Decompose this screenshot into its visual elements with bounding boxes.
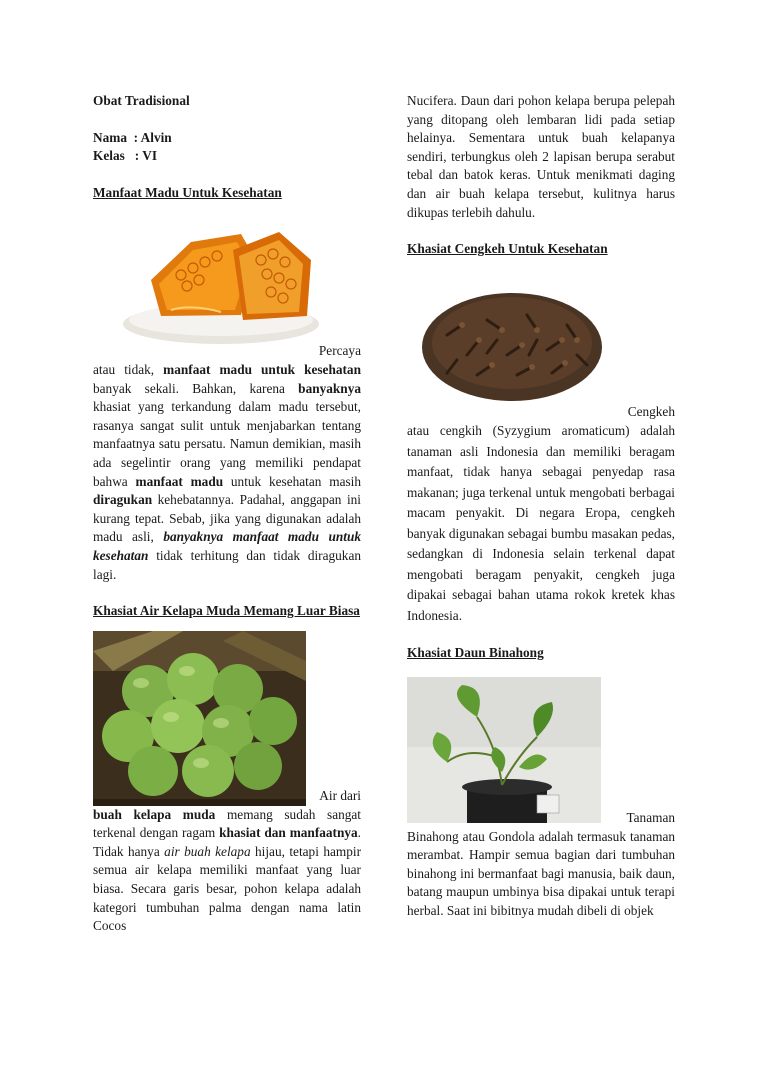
kelapa-paragraph	[93, 806, 361, 936]
text-segment: kehebatannya. Padahal, anggapan ini kurang tepat. Sebab, jika yang digunakan adalah madu asli,	[93, 492, 361, 545]
binahong-paragraph: Binahong atau Gondola adalah termasuk tanaman merambat. Hampir semua bagian dari tumbuhan binahong ini bermanfaat bagi manusia, baik daun, batang maupun umbinya bisa dipakai untuk terapi herbal. Saat ini bibitnya mudah dibeli di objek	[407, 828, 675, 918]
binahong-caption-word: Tanaman	[626, 809, 675, 825]
italic-segment: air buah kelapa	[164, 843, 251, 859]
text-segment: hijau, tetapi hampir semua air kelapa memiliki manfaat yang luar biasa. Secara garis besar, pohon kelapa adalah kategori tumbuhan palma dengan nama latin Cocos	[93, 843, 361, 934]
bold-segment: khasiat dan manfaatnya	[219, 825, 358, 841]
coconut-image	[93, 631, 306, 806]
cengkeh-caption-word: Cengkeh	[627, 403, 675, 419]
bold-segment: banyaknya	[298, 380, 361, 396]
binahong-plant-image	[407, 677, 601, 823]
madu-paragraph	[93, 361, 361, 584]
kelapa-heading: Khasiat Air Kelapa Muda Memang Luar Biasa	[93, 603, 360, 619]
text-segment: tidak terhitung dan tidak diragukan lagi.	[93, 547, 361, 582]
binahong-heading: Khasiat Daun Binahong	[407, 645, 544, 661]
honeycomb-image	[121, 220, 321, 344]
document-title: Obat Tradisional	[93, 93, 190, 108]
left-column	[93, 92, 361, 936]
text-segment: khasiat yang terkandung dalam madu tersebut, rasanya sangat sulit untuk menjabarkan tentang manfaatnya satu persatu. Namun demikian, masih ada segelintir orang yang memiliki pendapat bahwa	[93, 399, 361, 489]
madu-heading: Manfaat Madu Untuk Kesehatan	[93, 184, 282, 200]
bold-segment: manfaat madu	[135, 473, 224, 489]
cengkeh-paragraph: atau cengkih (Syzygium aromaticum) adalah tanaman asli Indonesia dan memiliki beragam manfaat, tidak hanya sebagai penyedap rasa makanan; juga terkenal untuk mengobati berbagai macam penyakit. Di negara Eropa, cengkeh banyak digunakan sebagai bumbu masakan pedas, sedangkan di Indonesia selain terkenal dapat mengobati beragam penyakit, cengkeh juga dipakai sebagai bahan utama rokok kretek khas Indonesia.	[407, 423, 675, 623]
cengkeh-heading: Khasiat Cengkeh Untuk Kesehatan	[407, 241, 608, 257]
kelapa-continued-paragraph: Nucifera. Daun dari pohon kelapa berupa pelepah yang ditopang oleh lembaran lidi pada setiap helainya. Sementara untuk buah kelapanya sendiri, terbungkus oleh 2 lapisan berupa serabut tebal dan batok keras. Untuk menikmati daging dan air buah kelapa tersebut, kulitnya harus dikupas terlebih dahulu.	[407, 93, 675, 220]
cloves-image	[417, 285, 607, 405]
class-line: Kelas : VI	[93, 148, 158, 164]
bold-segment: diragukan	[93, 492, 153, 508]
bold-italic-segment: banyaknya manfaat madu untuk kesehatan	[93, 529, 361, 563]
madu-caption-word: Percaya	[318, 343, 361, 359]
text-segment: atau tidak,	[93, 361, 164, 377]
text-segment: untuk kesehatan masih	[223, 473, 361, 489]
right-column	[407, 92, 675, 921]
name-line: Nama : Alvin	[93, 129, 172, 145]
text-segment: banyak sekali. Bahkan, karena	[93, 380, 299, 396]
text-segment: . Tidak hanya	[93, 825, 361, 859]
text-segment: memang sudah sangat terkenal dengan ragam	[93, 806, 361, 841]
bold-segment: buah kelapa muda	[93, 806, 216, 822]
bold-segment: manfaat madu untuk kesehatan	[163, 361, 361, 377]
kelapa-caption-word: Air dari	[319, 787, 361, 803]
